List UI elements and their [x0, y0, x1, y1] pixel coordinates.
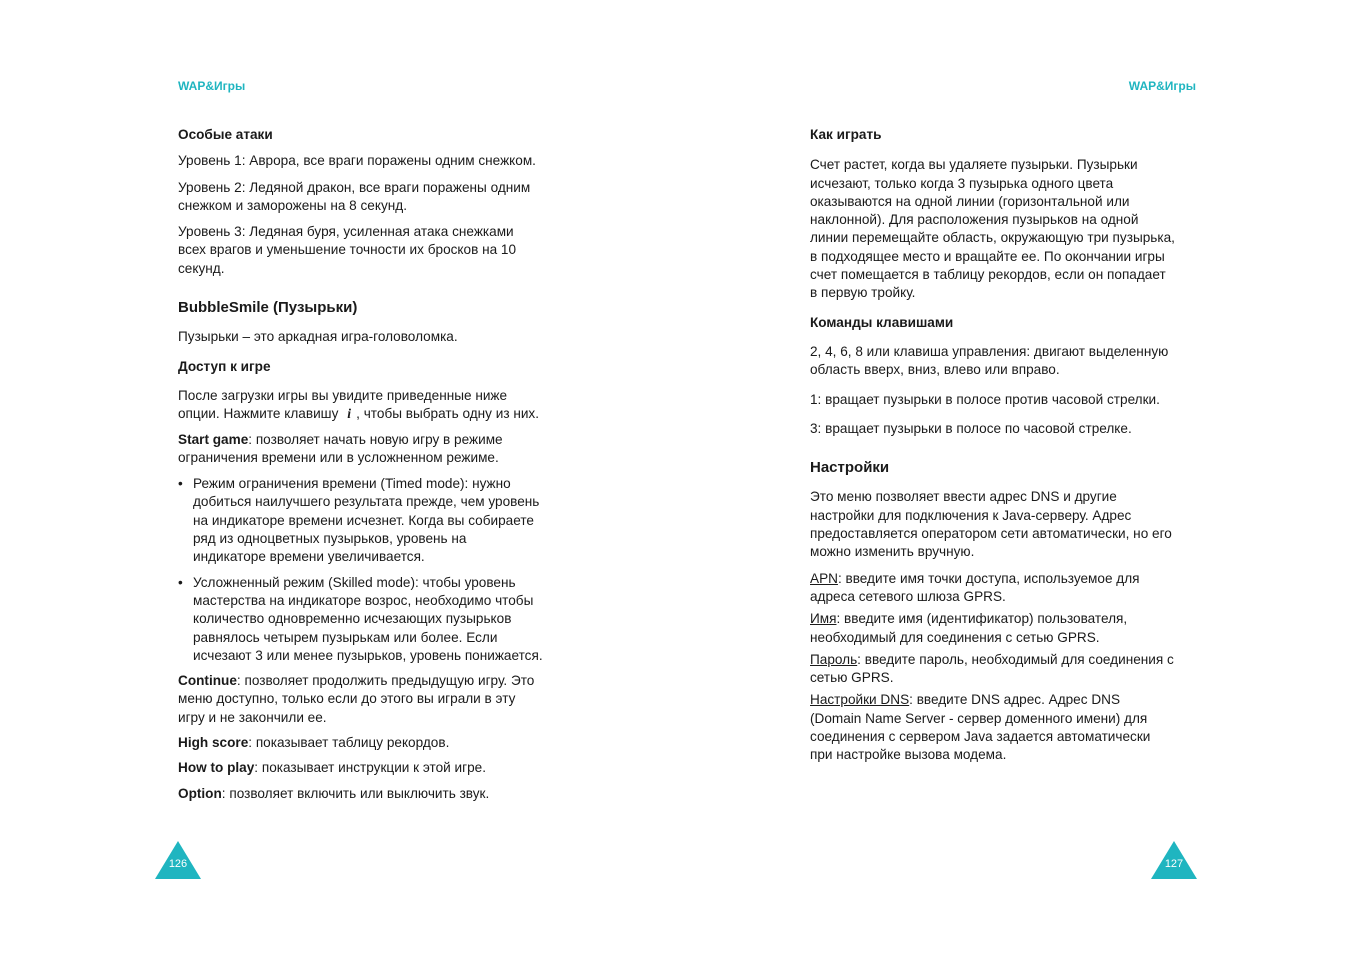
- keys-line-2: 1: вращает пузырьки в полосе против часовой стрелки.: [810, 391, 1160, 407]
- access-heading: Доступ к игре: [178, 358, 271, 374]
- name-label: Имя: [810, 611, 837, 627]
- bubblesmile-intro: Пузырьки – это аркадная игра-головоломка.: [178, 329, 458, 345]
- special-attacks-heading: Особые атаки: [178, 127, 273, 142]
- settings-title: Настройки: [810, 459, 890, 477]
- password-item: [810, 651, 1175, 688]
- high-score-text: : показывает таблицу рекордов.: [248, 735, 450, 751]
- page-number: 127: [1164, 858, 1184, 870]
- level-3-text: Уровень 3: Ледяная буря, усиленная атака снежками всех врагов и уменьшение точности их бросков на 10 секунд.: [178, 224, 517, 276]
- how-to-play-paragraph: Счет растет, когда вы удаляете пузырьки. Пузырьки исчезают, только когда 3 пузырька одного цвета оказываются на одной линии (горизонтальной или наклонной). Для расположения пузырьков на одной линии перемещайте область, окружающую три пузырька, в подходящее место и вращайте ее. По окончании игры счет помещается в таблицу рекордов, если он попадает в первую тройку.: [810, 157, 1175, 301]
- continue-label: Continue: [178, 673, 237, 689]
- timed-mode-text: Режим ограничения времени (Timed mode): нужно добиться наилучшего результата прежде, чем уровень на индикаторе времени исчезнет. Когда вы собираете ряд из одноцветных пузырьков, уровень на индикаторе времени увеличивается.: [193, 476, 540, 565]
- info-key-icon: i: [347, 406, 352, 422]
- game-modes-list: [178, 475, 543, 665]
- page-number-badge: [1151, 841, 1197, 879]
- list-item: [178, 574, 543, 665]
- access-text-after: , чтобы выбрать одну из них.: [356, 406, 540, 422]
- continue-item: [178, 672, 543, 727]
- dns-item: [810, 691, 1175, 764]
- option-text: : позволяет включить или выключить звук.: [221, 785, 490, 801]
- keys-line-1: 2, 4, 6, 8 или клавиша управления: двигают выделенную область вверх, вниз, влево или вправо.: [810, 343, 1169, 378]
- keys-heading: Команды клавишами: [810, 314, 954, 330]
- name-text: : введите имя (идентификатор) пользователя, необходимый для соединения с сетью GPRS.: [810, 611, 1128, 645]
- settings-intro: Это меню позволяет ввести адрес DNS и другие настройки для подключения к Java-серверу. Адрес предоставляется оператором сети автоматически, но его можно изменить вручную.: [810, 489, 1172, 560]
- running-header: WAP&Игры: [1128, 79, 1196, 93]
- high-score-item: [178, 734, 543, 752]
- level-1-text: Уровень 1: Аврора, все враги поражены одним снежком.: [178, 153, 536, 169]
- how-to-play-text: : показывает инструкции к этой игре.: [254, 760, 486, 776]
- start-game-item: [178, 431, 543, 468]
- how-to-play-heading: Как играть: [810, 127, 882, 142]
- start-game-label: Start game: [178, 431, 249, 447]
- list-item: [178, 475, 543, 566]
- skilled-mode-text: Усложненный режим (Skilled mode): чтобы уровень мастерства на индикаторе возрос, необходимо чтобы количество одновременно исчезающих пузырьков равнялось четырем пузырькам или более. Если исчезают 3 или менее пузырьков, уровень понижается.: [193, 574, 543, 663]
- apn-text: : введите имя точки доступа, используемое для адреса сетевого шлюза GPRS.: [810, 570, 1140, 604]
- apn-item: [810, 570, 1175, 607]
- page-number: 126: [168, 858, 188, 870]
- running-header: WAP&Игры: [178, 79, 246, 93]
- access-text-before: После загрузки игры вы увидите приведенные ниже опции. Нажмите клавишу: [178, 387, 508, 422]
- bullet-icon: •: [178, 476, 183, 492]
- keys-line-3: 3: вращает пузырьки в полосе по часовой стрелке.: [810, 420, 1132, 436]
- page-number-badge: [155, 841, 201, 879]
- start-game-text: : позволяет начать новую игру в режиме ограничения времени или в усложненном режиме.: [178, 431, 503, 465]
- dns-text: : введите DNS адрес. Адрес DNS (Domain Name Server - сервер доменного имени) для соединения с сервером Java задается автоматически при настройке вызова модема.: [810, 692, 1151, 763]
- password-text: : введите пароль, необходимый для соединения с сетью GPRS.: [810, 651, 1174, 686]
- left-page: [0, 0, 675, 954]
- continue-text: : позволяет продолжить предыдущую игру. Это меню доступно, только если до этого вы играли в эту игру и не закончили ее.: [178, 673, 535, 725]
- how-to-play-item: [178, 759, 543, 777]
- left-column: [178, 126, 543, 803]
- option-label: Option: [178, 785, 222, 801]
- level-2-text: Уровень 2: Ледяной дракон, все враги поражены одним снежком и заморожены на 8 секунд.: [178, 179, 531, 213]
- access-text: [178, 387, 543, 424]
- bullet-icon: •: [178, 574, 183, 590]
- how-to-play-label: How to play: [178, 760, 255, 776]
- right-column: [810, 126, 1175, 765]
- name-item: [810, 610, 1175, 647]
- password-label: Пароль: [810, 651, 858, 667]
- dns-label: Настройки DNS: [810, 692, 910, 708]
- right-page: [675, 0, 1351, 954]
- bubblesmile-title: BubbleSmile (Пузырьки): [178, 299, 358, 317]
- high-score-label: High score: [178, 735, 249, 751]
- apn-label: APN: [810, 570, 838, 586]
- option-item: [178, 785, 543, 803]
